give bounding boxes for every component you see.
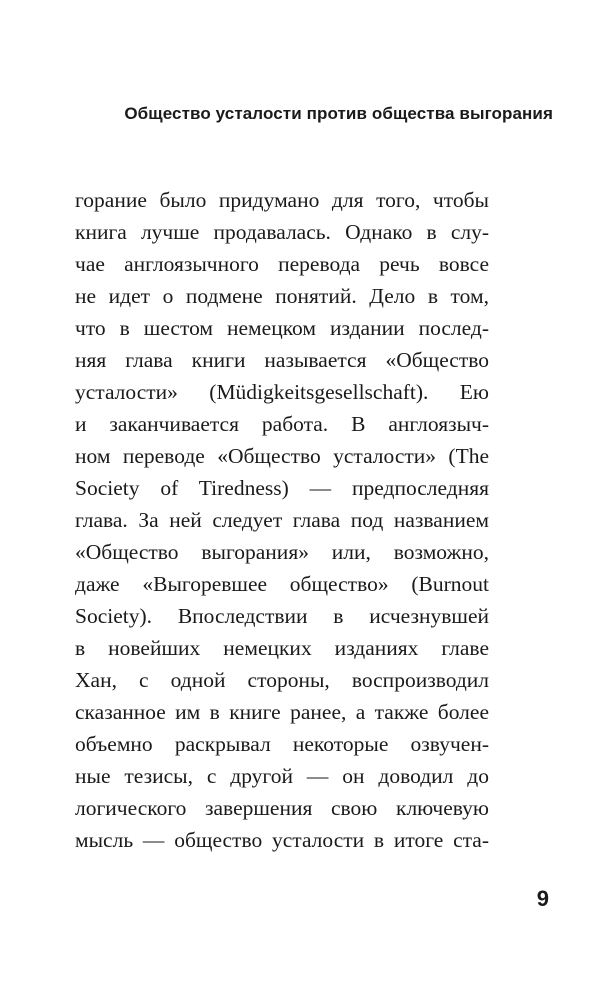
- text-line: ном переводе «Общество усталости» (The: [75, 444, 489, 468]
- text-line: ные тезисы, с другой — он доводил до: [75, 764, 489, 788]
- running-head: Общество усталости против общества выгорания: [124, 104, 553, 123]
- text-line: горание было придумано для того, чтобы: [75, 188, 489, 212]
- text-line: не идет о подмене понятий. Дело в том,: [75, 284, 489, 308]
- text-line: Society of Tiredness) — предпоследняя: [75, 476, 489, 500]
- body-text: [75, 184, 489, 856]
- text-line: «Общество выгорания» или, возможно,: [75, 540, 489, 564]
- page-number: 9: [536, 886, 549, 911]
- text-line: Society). Впоследствии в исчезнувшей: [75, 604, 489, 628]
- text-line: даже «Выгоревшее общество» (Burnout: [75, 572, 489, 596]
- text-line: в новейших немецких изданиях главе: [75, 636, 489, 660]
- text-line: сказанное им в книге ранее, а также более: [75, 700, 489, 724]
- text-line: мысль — общество усталости в итоге ста-: [75, 828, 489, 852]
- text-line: Хан, с одной стороны, воспроизводил: [75, 668, 489, 692]
- text-line: няя глава книги называется «Общество: [75, 348, 489, 372]
- text-line: объемно раскрывал некоторые озвучен-: [75, 732, 489, 756]
- text-line: чае англоязычного перевода речь вовсе: [75, 252, 489, 276]
- text-line: логического завершения свою ключевую: [75, 796, 489, 820]
- text-line: что в шестом немецком издании послед-: [75, 316, 489, 340]
- text-line: книга лучше продавалась. Однако в слу-: [75, 220, 489, 244]
- text-line: усталости» (Müdigkeitsgesellschaft). Ею: [75, 380, 489, 404]
- text-line: и заканчивается работа. В англоязыч-: [75, 412, 489, 436]
- text-line: глава. За ней следует глава под названием: [75, 508, 489, 532]
